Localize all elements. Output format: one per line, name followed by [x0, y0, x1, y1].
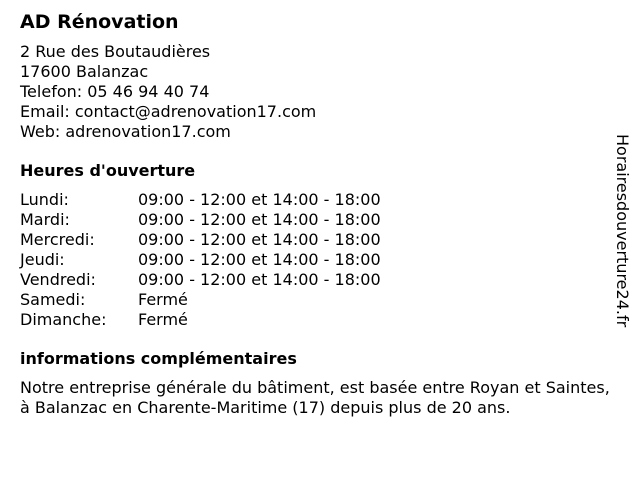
- day-hours: Fermé: [138, 310, 188, 329]
- hours-row-wednesday: [20, 230, 610, 250]
- day-hours: Fermé: [138, 290, 188, 309]
- day-label: Mercredi:: [20, 230, 95, 249]
- day-label: Vendredi:: [20, 270, 96, 289]
- day-label: Jeudi:: [20, 250, 65, 269]
- info-text: Notre entreprise générale du bâtiment, est basée entre Royan et Saintes, à Balanzac en Charente-Maritime (17) depuis plus de 20 ans.: [20, 378, 610, 417]
- hours-row-saturday: [20, 290, 610, 310]
- hours-row-monday: [20, 190, 610, 210]
- site-watermark: [610, 134, 634, 374]
- day-hours: 09:00 - 12:00 et 14:00 - 18:00: [138, 210, 381, 229]
- street-address: 2 Rue des Boutaudières: [20, 42, 211, 61]
- phone-line: Telefon: 05 46 94 40 74: [20, 82, 210, 101]
- hours-table: [20, 190, 610, 330]
- day-label: Mardi:: [20, 210, 70, 229]
- hours-row-thursday: [20, 250, 610, 270]
- hours-row-tuesday: [20, 210, 610, 230]
- email-line: Email: contact@adrenovation17.com: [20, 102, 317, 121]
- watermark-text: Horairesdouverture24.fr: [613, 134, 632, 328]
- day-hours: 09:00 - 12:00 et 14:00 - 18:00: [138, 270, 381, 289]
- day-label: Dimanche:: [20, 310, 107, 329]
- business-card: [20, 10, 610, 418]
- day-hours: 09:00 - 12:00 et 14:00 - 18:00: [138, 190, 381, 209]
- hours-row-friday: [20, 270, 610, 290]
- day-hours: 09:00 - 12:00 et 14:00 - 18:00: [138, 230, 381, 249]
- business-name: AD Rénovation: [20, 11, 179, 33]
- hours-row-sunday: [20, 310, 610, 330]
- day-label: Samedi:: [20, 290, 86, 309]
- hours-heading: Heures d'ouverture: [20, 161, 196, 180]
- web-line: Web: adrenovation17.com: [20, 122, 231, 141]
- info-heading: informations complémentaires: [20, 349, 297, 368]
- city-address: 17600 Balanzac: [20, 62, 149, 81]
- address-block: [20, 42, 610, 142]
- day-hours: 09:00 - 12:00 et 14:00 - 18:00: [138, 250, 381, 269]
- day-label: Lundi:: [20, 190, 69, 209]
